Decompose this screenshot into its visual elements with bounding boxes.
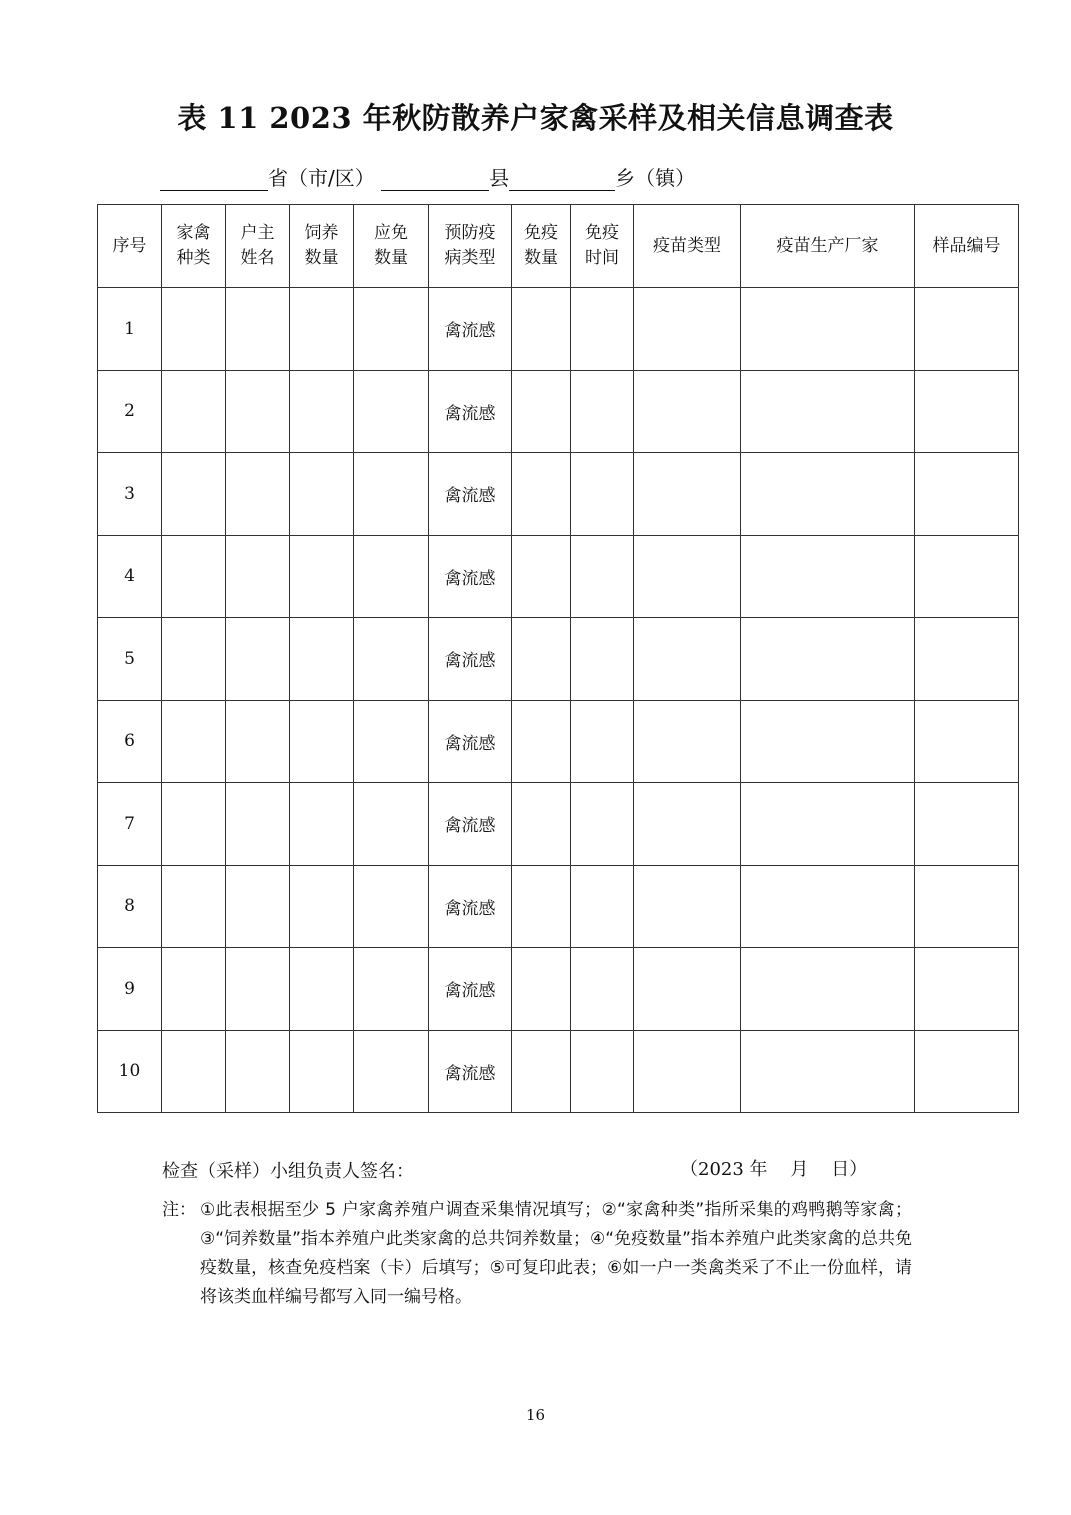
entry-cell[interactable] [571, 1030, 634, 1113]
disease-type-cell: 禽流感 [429, 1030, 512, 1113]
row-number: 9 [98, 948, 162, 1031]
entry-cell[interactable] [634, 783, 741, 866]
entry-cell[interactable] [290, 618, 354, 701]
entry-cell[interactable] [634, 370, 741, 453]
table-row [98, 948, 1019, 1031]
entry-cell[interactable] [634, 535, 741, 618]
entry-cell[interactable] [354, 1030, 429, 1113]
entry-cell[interactable] [290, 783, 354, 866]
disease-type-cell: 禽流感 [429, 618, 512, 701]
entry-cell[interactable] [354, 535, 429, 618]
header-cell: 疫苗生产厂家 [741, 205, 915, 288]
entry-cell[interactable] [290, 370, 354, 453]
entry-cell[interactable] [290, 865, 354, 948]
entry-cell[interactable] [290, 948, 354, 1031]
entry-cell[interactable] [512, 370, 571, 453]
entry-cell[interactable] [571, 370, 634, 453]
entry-cell[interactable] [741, 783, 915, 866]
entry-cell[interactable] [741, 700, 915, 783]
disease-type-cell: 禽流感 [429, 948, 512, 1031]
entry-cell[interactable] [354, 453, 429, 536]
table-row [98, 535, 1019, 618]
entry-cell[interactable] [571, 948, 634, 1031]
entry-cell[interactable] [741, 370, 915, 453]
county-blank[interactable] [381, 168, 489, 191]
entry-cell[interactable] [226, 535, 290, 618]
entry-cell[interactable] [290, 453, 354, 536]
entry-cell[interactable] [290, 1030, 354, 1113]
page-number: 16 [525, 1406, 546, 1424]
disease-type-cell: 禽流感 [429, 370, 512, 453]
entry-cell[interactable] [162, 453, 226, 536]
table-row [98, 1030, 1019, 1113]
entry-cell[interactable] [741, 618, 915, 701]
entry-cell[interactable] [512, 535, 571, 618]
entry-cell[interactable] [915, 700, 1019, 783]
entry-cell[interactable] [162, 700, 226, 783]
entry-cell[interactable] [915, 618, 1019, 701]
entry-cell[interactable] [162, 948, 226, 1031]
entry-cell[interactable] [290, 535, 354, 618]
entry-cell[interactable] [634, 948, 741, 1031]
table-body [98, 288, 1019, 1113]
header-cell: 免疫 时间 [571, 205, 634, 288]
table-row [98, 618, 1019, 701]
entry-cell[interactable] [915, 783, 1019, 866]
header-cell: 饲养 数量 [290, 205, 354, 288]
header-cell: 免疫 数量 [512, 205, 571, 288]
entry-cell[interactable] [571, 453, 634, 536]
entry-cell[interactable] [741, 1030, 915, 1113]
entry-cell[interactable] [634, 865, 741, 948]
town-blank[interactable] [509, 168, 615, 191]
entry-cell[interactable] [226, 370, 290, 453]
entry-cell[interactable] [571, 783, 634, 866]
entry-cell[interactable] [915, 288, 1019, 371]
entry-cell[interactable] [226, 288, 290, 371]
entry-cell[interactable] [354, 948, 429, 1031]
row-number: 10 [98, 1030, 162, 1113]
header-cell: 疫苗类型 [634, 205, 741, 288]
location-line [160, 162, 695, 191]
entry-cell[interactable] [512, 1030, 571, 1113]
entry-cell[interactable] [226, 865, 290, 948]
entry-cell[interactable] [162, 618, 226, 701]
entry-cell[interactable] [741, 865, 915, 948]
header-cell: 应免 数量 [354, 205, 429, 288]
entry-cell[interactable] [162, 370, 226, 453]
row-number: 5 [98, 618, 162, 701]
entry-cell[interactable] [162, 535, 226, 618]
entry-cell[interactable] [571, 288, 634, 371]
entry-cell[interactable] [354, 865, 429, 948]
entry-cell[interactable] [162, 865, 226, 948]
entry-cell[interactable] [915, 453, 1019, 536]
entry-cell[interactable] [162, 1030, 226, 1113]
row-number: 2 [98, 370, 162, 453]
entry-cell[interactable] [512, 865, 571, 948]
footnote-text: ①此表根据至少 5 户家禽养殖户调查采集情况填写；②“家禽种类”指所采集的鸡鸭鹅等家禽；③“饲养数量”指本养殖户此类家禽的总共饲养数量；④“免疫数量”指本养殖户此类家禽的总共免疫数量，核查免疫档案（卡）后填写；⑤可复印此表；⑥如一户一类禽类采了不止一份血样，请将该类血样编号都写入同一编号格。 [200, 1200, 912, 1307]
entry-cell[interactable] [290, 700, 354, 783]
entry-cell[interactable] [915, 535, 1019, 618]
entry-cell[interactable] [915, 370, 1019, 453]
entry-cell[interactable] [354, 783, 429, 866]
entry-cell[interactable] [634, 1030, 741, 1113]
header-cell: 家禽 种类 [162, 205, 226, 288]
province-label: 省（市/区） [268, 166, 375, 190]
entry-cell[interactable] [634, 453, 741, 536]
entry-cell[interactable] [226, 1030, 290, 1113]
entry-cell[interactable] [226, 700, 290, 783]
entry-cell[interactable] [571, 535, 634, 618]
table-row [98, 288, 1019, 371]
entry-cell[interactable] [741, 948, 915, 1031]
entry-cell[interactable] [354, 618, 429, 701]
signature-date: （2023 年 月 日） [680, 1159, 868, 1180]
table-row [98, 783, 1019, 866]
entry-cell[interactable] [741, 535, 915, 618]
row-number: 7 [98, 783, 162, 866]
entry-cell[interactable] [512, 700, 571, 783]
entry-cell[interactable] [226, 453, 290, 536]
table-row [98, 453, 1019, 536]
page-title: 表 11 2023 年秋防散养户家禽采样及相关信息调查表 [177, 101, 894, 135]
entry-cell[interactable] [741, 288, 915, 371]
province-blank[interactable] [160, 168, 268, 191]
town-label: 乡（镇） [615, 166, 696, 190]
table-row [98, 370, 1019, 453]
entry-cell[interactable] [741, 453, 915, 536]
entry-cell[interactable] [512, 453, 571, 536]
disease-type-cell: 禽流感 [429, 700, 512, 783]
entry-cell[interactable] [915, 948, 1019, 1031]
signature-label: 检查（采样）小组负责人签名： [162, 1161, 414, 1182]
header-row [98, 205, 1019, 288]
header-cell: 户主 姓名 [226, 205, 290, 288]
entry-cell[interactable] [354, 700, 429, 783]
row-number: 3 [98, 453, 162, 536]
entry-cell[interactable] [162, 783, 226, 866]
disease-type-cell: 禽流感 [429, 288, 512, 371]
county-label: 县 [489, 166, 510, 190]
entry-cell[interactable] [634, 288, 741, 371]
footnote-label: 注： [162, 1200, 196, 1220]
entry-cell[interactable] [512, 618, 571, 701]
table-row [98, 865, 1019, 948]
footnote [162, 1196, 912, 1312]
entry-cell[interactable] [571, 865, 634, 948]
row-number: 6 [98, 700, 162, 783]
entry-cell[interactable] [226, 783, 290, 866]
row-number: 1 [98, 288, 162, 371]
header-cell: 预防疫 病类型 [429, 205, 512, 288]
disease-type-cell: 禽流感 [429, 535, 512, 618]
entry-cell[interactable] [226, 618, 290, 701]
entry-cell[interactable] [162, 288, 226, 371]
row-number: 4 [98, 535, 162, 618]
entry-cell[interactable] [226, 948, 290, 1031]
entry-cell[interactable] [634, 700, 741, 783]
entry-cell[interactable] [354, 288, 429, 371]
disease-type-cell: 禽流感 [429, 865, 512, 948]
entry-cell[interactable] [571, 618, 634, 701]
entry-cell[interactable] [915, 1030, 1019, 1113]
entry-cell[interactable] [915, 865, 1019, 948]
row-number: 8 [98, 865, 162, 948]
survey-table [97, 204, 1019, 1113]
entry-cell[interactable] [512, 948, 571, 1031]
header-cell: 序号 [98, 205, 162, 288]
entry-cell[interactable] [512, 288, 571, 371]
disease-type-cell: 禽流感 [429, 453, 512, 536]
entry-cell[interactable] [512, 783, 571, 866]
table-row [98, 700, 1019, 783]
entry-cell[interactable] [634, 618, 741, 701]
disease-type-cell: 禽流感 [429, 783, 512, 866]
entry-cell[interactable] [354, 370, 429, 453]
entry-cell[interactable] [290, 288, 354, 371]
entry-cell[interactable] [571, 700, 634, 783]
header-cell: 样品编号 [915, 205, 1019, 288]
